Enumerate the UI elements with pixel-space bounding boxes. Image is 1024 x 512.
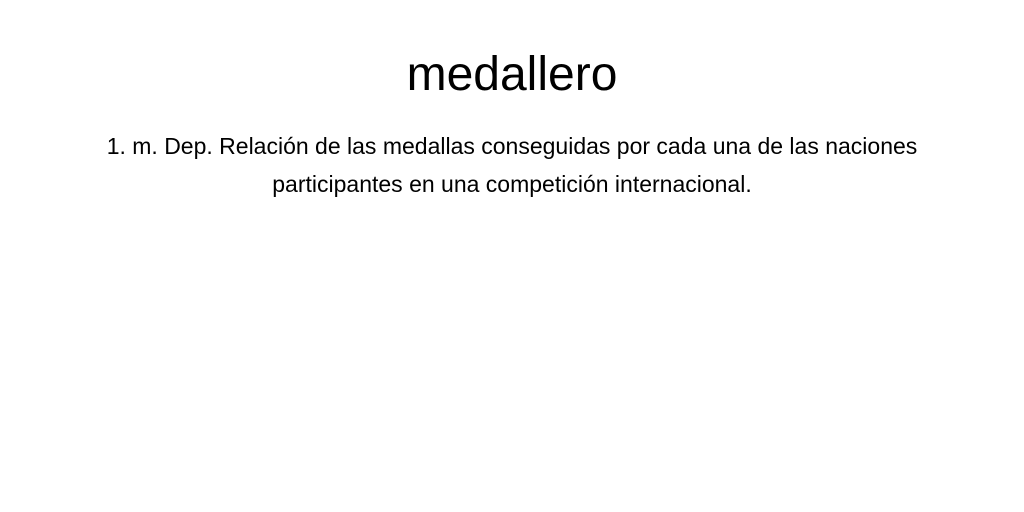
headword: medallero bbox=[406, 48, 618, 101]
definition-text: 1. m. Dep. Relación de las medallas conseguidas por cada una de las naciones participantes en una competición internacional. bbox=[106, 133, 918, 197]
